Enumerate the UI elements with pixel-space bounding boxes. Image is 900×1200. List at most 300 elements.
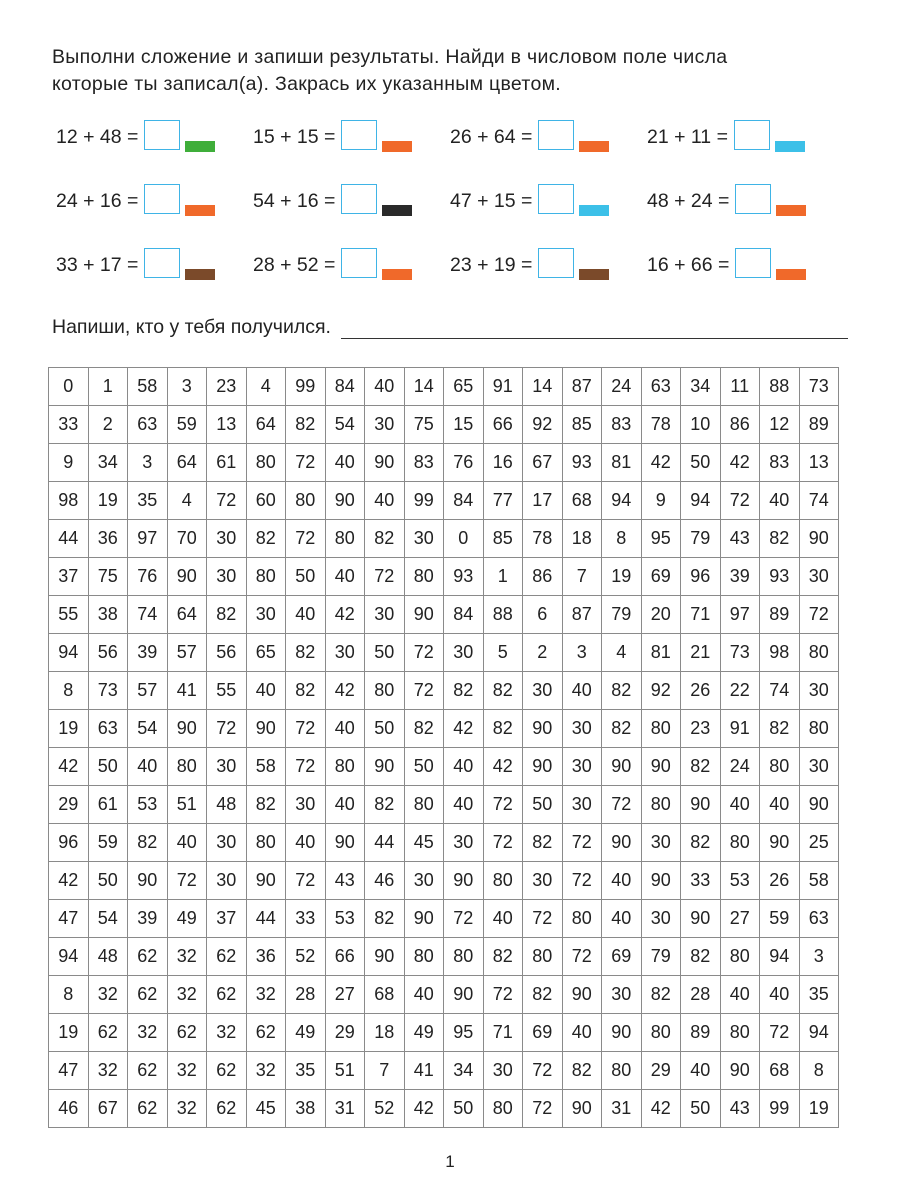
number-cell[interactable]: 82 xyxy=(602,672,642,710)
number-cell[interactable]: 90 xyxy=(246,862,286,900)
number-cell[interactable]: 34 xyxy=(88,444,128,482)
number-cell[interactable]: 33 xyxy=(681,862,721,900)
number-cell[interactable]: 80 xyxy=(404,786,444,824)
number-cell[interactable]: 59 xyxy=(760,900,800,938)
number-cell[interactable]: 79 xyxy=(602,596,642,634)
number-cell[interactable]: 29 xyxy=(49,786,89,824)
number-cell[interactable]: 50 xyxy=(365,634,405,672)
number-cell[interactable]: 40 xyxy=(167,824,207,862)
number-cell[interactable]: 3 xyxy=(562,634,602,672)
number-cell[interactable]: 75 xyxy=(404,406,444,444)
number-cell[interactable]: 78 xyxy=(641,406,681,444)
number-cell[interactable]: 90 xyxy=(641,748,681,786)
number-cell[interactable]: 55 xyxy=(49,596,89,634)
number-cell[interactable]: 81 xyxy=(602,444,642,482)
number-cell[interactable]: 0 xyxy=(49,368,89,406)
number-cell[interactable]: 63 xyxy=(128,406,168,444)
answer-box[interactable] xyxy=(144,120,180,150)
number-cell[interactable]: 72 xyxy=(404,672,444,710)
number-cell[interactable]: 70 xyxy=(167,520,207,558)
number-cell[interactable]: 90 xyxy=(681,900,721,938)
number-cell[interactable]: 30 xyxy=(207,748,247,786)
number-cell[interactable]: 40 xyxy=(365,368,405,406)
number-cell[interactable]: 30 xyxy=(523,672,563,710)
number-cell[interactable]: 61 xyxy=(207,444,247,482)
number-cell[interactable]: 32 xyxy=(167,1090,207,1128)
number-cell[interactable]: 65 xyxy=(246,634,286,672)
number-cell[interactable]: 35 xyxy=(128,482,168,520)
number-cell[interactable]: 30 xyxy=(602,976,642,1014)
number-cell[interactable]: 72 xyxy=(167,862,207,900)
number-cell[interactable]: 74 xyxy=(760,672,800,710)
number-cell[interactable]: 19 xyxy=(88,482,128,520)
number-cell[interactable]: 63 xyxy=(641,368,681,406)
number-cell[interactable]: 50 xyxy=(88,862,128,900)
number-cell[interactable]: 73 xyxy=(88,672,128,710)
number-cell[interactable]: 40 xyxy=(325,710,365,748)
number-cell[interactable]: 58 xyxy=(128,368,168,406)
number-cell[interactable]: 82 xyxy=(246,520,286,558)
number-cell[interactable]: 91 xyxy=(483,368,523,406)
number-cell[interactable]: 41 xyxy=(404,1052,444,1090)
number-cell[interactable]: 94 xyxy=(602,482,642,520)
number-cell[interactable]: 94 xyxy=(49,634,89,672)
number-cell[interactable]: 62 xyxy=(246,1014,286,1052)
number-cell[interactable]: 68 xyxy=(365,976,405,1014)
number-cell[interactable]: 40 xyxy=(602,862,642,900)
number-cell[interactable]: 19 xyxy=(799,1090,839,1128)
number-cell[interactable]: 72 xyxy=(523,900,563,938)
number-cell[interactable]: 85 xyxy=(562,406,602,444)
number-cell[interactable]: 30 xyxy=(799,558,839,596)
number-cell[interactable]: 93 xyxy=(760,558,800,596)
number-cell[interactable]: 94 xyxy=(760,938,800,976)
number-cell[interactable]: 26 xyxy=(760,862,800,900)
number-cell[interactable]: 94 xyxy=(49,938,89,976)
number-cell[interactable]: 80 xyxy=(167,748,207,786)
number-cell[interactable]: 67 xyxy=(523,444,563,482)
number-cell[interactable]: 32 xyxy=(167,1052,207,1090)
number-cell[interactable]: 53 xyxy=(720,862,760,900)
number-cell[interactable]: 88 xyxy=(483,596,523,634)
number-cell[interactable]: 80 xyxy=(404,558,444,596)
number-cell[interactable]: 36 xyxy=(88,520,128,558)
number-cell[interactable]: 90 xyxy=(799,786,839,824)
number-cell[interactable]: 89 xyxy=(681,1014,721,1052)
number-cell[interactable]: 42 xyxy=(641,1090,681,1128)
number-cell[interactable]: 40 xyxy=(602,900,642,938)
number-cell[interactable]: 96 xyxy=(681,558,721,596)
number-cell[interactable]: 30 xyxy=(483,1052,523,1090)
number-cell[interactable]: 81 xyxy=(641,634,681,672)
number-cell[interactable]: 51 xyxy=(325,1052,365,1090)
number-cell[interactable]: 80 xyxy=(246,444,286,482)
number-cell[interactable]: 55 xyxy=(207,672,247,710)
number-cell[interactable]: 80 xyxy=(404,938,444,976)
number-cell[interactable]: 5 xyxy=(483,634,523,672)
number-cell[interactable]: 72 xyxy=(286,520,326,558)
number-cell[interactable]: 33 xyxy=(49,406,89,444)
number-cell[interactable]: 90 xyxy=(325,824,365,862)
number-cell[interactable]: 90 xyxy=(760,824,800,862)
number-cell[interactable]: 91 xyxy=(720,710,760,748)
number-cell[interactable]: 18 xyxy=(562,520,602,558)
number-cell[interactable]: 30 xyxy=(325,634,365,672)
number-cell[interactable]: 80 xyxy=(325,748,365,786)
number-cell[interactable]: 29 xyxy=(325,1014,365,1052)
number-cell[interactable]: 95 xyxy=(444,1014,484,1052)
number-cell[interactable]: 1 xyxy=(483,558,523,596)
number-cell[interactable]: 56 xyxy=(88,634,128,672)
number-cell[interactable]: 50 xyxy=(681,1090,721,1128)
number-cell[interactable]: 82 xyxy=(404,710,444,748)
number-cell[interactable]: 28 xyxy=(286,976,326,1014)
number-cell[interactable]: 72 xyxy=(404,634,444,672)
number-cell[interactable]: 79 xyxy=(681,520,721,558)
number-cell[interactable]: 50 xyxy=(681,444,721,482)
number-cell[interactable]: 90 xyxy=(365,748,405,786)
answer-box[interactable] xyxy=(144,184,180,214)
number-cell[interactable]: 42 xyxy=(444,710,484,748)
number-cell[interactable]: 32 xyxy=(246,1052,286,1090)
number-cell[interactable]: 64 xyxy=(167,444,207,482)
number-cell[interactable]: 39 xyxy=(128,634,168,672)
number-cell[interactable]: 76 xyxy=(444,444,484,482)
number-cell[interactable]: 59 xyxy=(88,824,128,862)
number-cell[interactable]: 82 xyxy=(246,786,286,824)
number-cell[interactable]: 98 xyxy=(760,634,800,672)
number-cell[interactable]: 82 xyxy=(128,824,168,862)
number-cell[interactable]: 30 xyxy=(562,786,602,824)
number-cell[interactable]: 51 xyxy=(167,786,207,824)
number-cell[interactable]: 82 xyxy=(483,938,523,976)
number-cell[interactable]: 23 xyxy=(681,710,721,748)
number-cell[interactable]: 82 xyxy=(523,976,563,1014)
number-cell[interactable]: 80 xyxy=(641,786,681,824)
number-cell[interactable]: 42 xyxy=(325,596,365,634)
number-cell[interactable]: 90 xyxy=(799,520,839,558)
number-cell[interactable]: 40 xyxy=(760,482,800,520)
answer-box[interactable] xyxy=(144,248,180,278)
number-cell[interactable]: 66 xyxy=(483,406,523,444)
number-cell[interactable]: 42 xyxy=(641,444,681,482)
number-cell[interactable]: 62 xyxy=(207,938,247,976)
number-cell[interactable]: 30 xyxy=(641,900,681,938)
number-cell[interactable]: 72 xyxy=(562,862,602,900)
number-cell[interactable]: 30 xyxy=(207,520,247,558)
number-cell[interactable]: 32 xyxy=(167,976,207,1014)
number-cell[interactable]: 40 xyxy=(681,1052,721,1090)
number-cell[interactable]: 38 xyxy=(286,1090,326,1128)
number-cell[interactable]: 40 xyxy=(404,976,444,1014)
number-cell[interactable]: 72 xyxy=(286,748,326,786)
number-cell[interactable]: 71 xyxy=(681,596,721,634)
answer-box[interactable] xyxy=(538,120,574,150)
number-cell[interactable]: 38 xyxy=(88,596,128,634)
number-cell[interactable]: 69 xyxy=(602,938,642,976)
number-cell[interactable]: 21 xyxy=(681,634,721,672)
number-cell[interactable]: 82 xyxy=(444,672,484,710)
number-cell[interactable]: 95 xyxy=(641,520,681,558)
number-cell[interactable]: 30 xyxy=(562,710,602,748)
number-cell[interactable]: 15 xyxy=(444,406,484,444)
number-cell[interactable]: 53 xyxy=(325,900,365,938)
number-cell[interactable]: 90 xyxy=(444,862,484,900)
number-cell[interactable]: 84 xyxy=(444,596,484,634)
number-cell[interactable]: 80 xyxy=(483,1090,523,1128)
number-cell[interactable]: 54 xyxy=(128,710,168,748)
number-cell[interactable]: 90 xyxy=(523,748,563,786)
number-cell[interactable]: 90 xyxy=(562,976,602,1014)
number-cell[interactable]: 40 xyxy=(325,786,365,824)
number-cell[interactable]: 72 xyxy=(286,862,326,900)
number-cell[interactable]: 87 xyxy=(562,368,602,406)
number-cell[interactable]: 80 xyxy=(602,1052,642,1090)
number-cell[interactable]: 22 xyxy=(720,672,760,710)
number-cell[interactable]: 82 xyxy=(365,900,405,938)
number-cell[interactable]: 80 xyxy=(641,710,681,748)
number-cell[interactable]: 40 xyxy=(325,444,365,482)
number-cell[interactable]: 62 xyxy=(207,1090,247,1128)
number-cell[interactable]: 36 xyxy=(246,938,286,976)
number-cell[interactable]: 62 xyxy=(128,976,168,1014)
number-cell[interactable]: 82 xyxy=(286,672,326,710)
number-cell[interactable]: 72 xyxy=(444,900,484,938)
number-cell[interactable]: 93 xyxy=(562,444,602,482)
number-cell[interactable]: 8 xyxy=(49,976,89,1014)
number-cell[interactable]: 28 xyxy=(681,976,721,1014)
number-cell[interactable]: 90 xyxy=(562,1090,602,1128)
number-cell[interactable]: 40 xyxy=(720,786,760,824)
number-cell[interactable]: 72 xyxy=(602,786,642,824)
number-cell[interactable]: 29 xyxy=(641,1052,681,1090)
number-cell[interactable]: 82 xyxy=(760,710,800,748)
number-cell[interactable]: 49 xyxy=(167,900,207,938)
number-cell[interactable]: 74 xyxy=(128,596,168,634)
number-cell[interactable]: 53 xyxy=(128,786,168,824)
answer-box[interactable] xyxy=(341,120,377,150)
number-cell[interactable]: 40 xyxy=(246,672,286,710)
number-cell[interactable]: 42 xyxy=(404,1090,444,1128)
number-cell[interactable]: 69 xyxy=(641,558,681,596)
number-cell[interactable]: 30 xyxy=(444,634,484,672)
number-cell[interactable]: 45 xyxy=(404,824,444,862)
number-cell[interactable]: 40 xyxy=(562,672,602,710)
number-cell[interactable]: 40 xyxy=(128,748,168,786)
number-cell[interactable]: 99 xyxy=(286,368,326,406)
number-cell[interactable]: 42 xyxy=(325,672,365,710)
number-cell[interactable]: 82 xyxy=(286,634,326,672)
number-cell[interactable]: 4 xyxy=(167,482,207,520)
number-cell[interactable]: 82 xyxy=(681,748,721,786)
answer-box[interactable] xyxy=(538,184,574,214)
number-cell[interactable]: 90 xyxy=(444,976,484,1014)
answer-box[interactable] xyxy=(734,120,770,150)
number-cell[interactable]: 99 xyxy=(404,482,444,520)
number-cell[interactable]: 89 xyxy=(799,406,839,444)
number-cell[interactable]: 67 xyxy=(88,1090,128,1128)
number-cell[interactable]: 40 xyxy=(286,824,326,862)
number-cell[interactable]: 72 xyxy=(207,482,247,520)
number-cell[interactable]: 90 xyxy=(365,938,405,976)
number-cell[interactable]: 19 xyxy=(49,1014,89,1052)
number-cell[interactable]: 13 xyxy=(799,444,839,482)
number-cell[interactable]: 8 xyxy=(49,672,89,710)
number-cell[interactable]: 65 xyxy=(444,368,484,406)
number-cell[interactable]: 30 xyxy=(444,824,484,862)
number-cell[interactable]: 31 xyxy=(602,1090,642,1128)
number-cell[interactable]: 80 xyxy=(523,938,563,976)
number-cell[interactable]: 62 xyxy=(167,1014,207,1052)
number-cell[interactable]: 82 xyxy=(641,976,681,1014)
number-cell[interactable]: 80 xyxy=(799,710,839,748)
number-cell[interactable]: 23 xyxy=(207,368,247,406)
number-cell[interactable]: 72 xyxy=(286,710,326,748)
number-cell[interactable]: 80 xyxy=(562,900,602,938)
number-cell[interactable]: 43 xyxy=(720,520,760,558)
number-cell[interactable]: 82 xyxy=(207,596,247,634)
number-cell[interactable]: 14 xyxy=(404,368,444,406)
number-cell[interactable]: 33 xyxy=(286,900,326,938)
number-cell[interactable]: 40 xyxy=(325,558,365,596)
number-cell[interactable]: 27 xyxy=(325,976,365,1014)
number-cell[interactable]: 30 xyxy=(562,748,602,786)
number-cell[interactable]: 40 xyxy=(286,596,326,634)
number-cell[interactable]: 83 xyxy=(602,406,642,444)
number-cell[interactable]: 80 xyxy=(444,938,484,976)
number-cell[interactable]: 86 xyxy=(720,406,760,444)
number-cell[interactable]: 69 xyxy=(523,1014,563,1052)
number-cell[interactable]: 35 xyxy=(286,1052,326,1090)
number-cell[interactable]: 34 xyxy=(681,368,721,406)
number-cell[interactable]: 72 xyxy=(483,976,523,1014)
number-cell[interactable]: 4 xyxy=(602,634,642,672)
number-cell[interactable]: 80 xyxy=(720,824,760,862)
number-cell[interactable]: 32 xyxy=(246,976,286,1014)
number-cell[interactable]: 61 xyxy=(88,786,128,824)
number-cell[interactable]: 32 xyxy=(128,1014,168,1052)
number-cell[interactable]: 72 xyxy=(365,558,405,596)
number-cell[interactable]: 50 xyxy=(404,748,444,786)
number-cell[interactable]: 82 xyxy=(562,1052,602,1090)
number-cell[interactable]: 46 xyxy=(365,862,405,900)
number-cell[interactable]: 2 xyxy=(523,634,563,672)
number-cell[interactable]: 18 xyxy=(365,1014,405,1052)
number-cell[interactable]: 48 xyxy=(88,938,128,976)
number-cell[interactable]: 35 xyxy=(799,976,839,1014)
answer-blank-line[interactable] xyxy=(341,322,848,339)
number-cell[interactable]: 66 xyxy=(325,938,365,976)
number-cell[interactable]: 30 xyxy=(799,748,839,786)
number-cell[interactable]: 62 xyxy=(128,938,168,976)
number-cell[interactable]: 50 xyxy=(365,710,405,748)
number-cell[interactable]: 17 xyxy=(523,482,563,520)
number-cell[interactable]: 90 xyxy=(602,1014,642,1052)
number-cell[interactable]: 40 xyxy=(760,976,800,1014)
answer-box[interactable] xyxy=(735,248,771,278)
number-cell[interactable]: 90 xyxy=(404,596,444,634)
number-cell[interactable]: 75 xyxy=(88,558,128,596)
number-cell[interactable]: 72 xyxy=(483,786,523,824)
number-cell[interactable]: 62 xyxy=(88,1014,128,1052)
number-cell[interactable]: 82 xyxy=(602,710,642,748)
number-cell[interactable]: 30 xyxy=(404,862,444,900)
number-cell[interactable]: 37 xyxy=(207,900,247,938)
number-cell[interactable]: 40 xyxy=(365,482,405,520)
number-cell[interactable]: 80 xyxy=(720,938,760,976)
number-cell[interactable]: 94 xyxy=(681,482,721,520)
number-cell[interactable]: 52 xyxy=(365,1090,405,1128)
answer-box[interactable] xyxy=(341,184,377,214)
number-cell[interactable]: 25 xyxy=(799,824,839,862)
number-cell[interactable]: 26 xyxy=(681,672,721,710)
number-cell[interactable]: 90 xyxy=(602,748,642,786)
number-cell[interactable]: 62 xyxy=(128,1052,168,1090)
number-cell[interactable]: 72 xyxy=(562,824,602,862)
number-cell[interactable]: 90 xyxy=(128,862,168,900)
number-cell[interactable]: 39 xyxy=(128,900,168,938)
number-cell[interactable]: 32 xyxy=(167,938,207,976)
number-cell[interactable]: 82 xyxy=(365,520,405,558)
number-cell[interactable]: 52 xyxy=(286,938,326,976)
number-cell[interactable]: 73 xyxy=(799,368,839,406)
number-cell[interactable]: 40 xyxy=(444,786,484,824)
number-cell[interactable]: 82 xyxy=(681,938,721,976)
number-cell[interactable]: 44 xyxy=(246,900,286,938)
number-cell[interactable]: 30 xyxy=(799,672,839,710)
number-cell[interactable]: 42 xyxy=(483,748,523,786)
number-cell[interactable]: 30 xyxy=(246,596,286,634)
number-cell[interactable]: 19 xyxy=(49,710,89,748)
number-cell[interactable]: 72 xyxy=(562,938,602,976)
number-cell[interactable]: 97 xyxy=(720,596,760,634)
number-cell[interactable]: 30 xyxy=(207,862,247,900)
number-cell[interactable]: 86 xyxy=(523,558,563,596)
number-cell[interactable]: 16 xyxy=(483,444,523,482)
number-cell[interactable]: 90 xyxy=(325,482,365,520)
number-cell[interactable]: 43 xyxy=(720,1090,760,1128)
number-cell[interactable]: 82 xyxy=(365,786,405,824)
number-cell[interactable]: 10 xyxy=(681,406,721,444)
number-cell[interactable]: 76 xyxy=(128,558,168,596)
number-cell[interactable]: 44 xyxy=(49,520,89,558)
number-cell[interactable]: 40 xyxy=(720,976,760,1014)
number-cell[interactable]: 82 xyxy=(523,824,563,862)
number-cell[interactable]: 90 xyxy=(681,786,721,824)
number-cell[interactable]: 58 xyxy=(799,862,839,900)
number-cell[interactable]: 41 xyxy=(167,672,207,710)
number-cell[interactable]: 96 xyxy=(49,824,89,862)
number-cell[interactable]: 20 xyxy=(641,596,681,634)
number-cell[interactable]: 87 xyxy=(562,596,602,634)
number-cell[interactable]: 80 xyxy=(286,482,326,520)
number-cell[interactable]: 58 xyxy=(246,748,286,786)
number-cell[interactable]: 40 xyxy=(444,748,484,786)
number-cell[interactable]: 80 xyxy=(720,1014,760,1052)
number-cell[interactable]: 43 xyxy=(325,862,365,900)
number-cell[interactable]: 98 xyxy=(49,482,89,520)
number-cell[interactable]: 68 xyxy=(562,482,602,520)
number-cell[interactable]: 50 xyxy=(523,786,563,824)
number-cell[interactable]: 47 xyxy=(49,1052,89,1090)
number-cell[interactable]: 30 xyxy=(641,824,681,862)
number-cell[interactable]: 12 xyxy=(760,406,800,444)
number-cell[interactable]: 47 xyxy=(49,900,89,938)
number-cell[interactable]: 90 xyxy=(167,710,207,748)
number-cell[interactable]: 72 xyxy=(523,1052,563,1090)
number-cell[interactable]: 90 xyxy=(246,710,286,748)
number-cell[interactable]: 7 xyxy=(562,558,602,596)
